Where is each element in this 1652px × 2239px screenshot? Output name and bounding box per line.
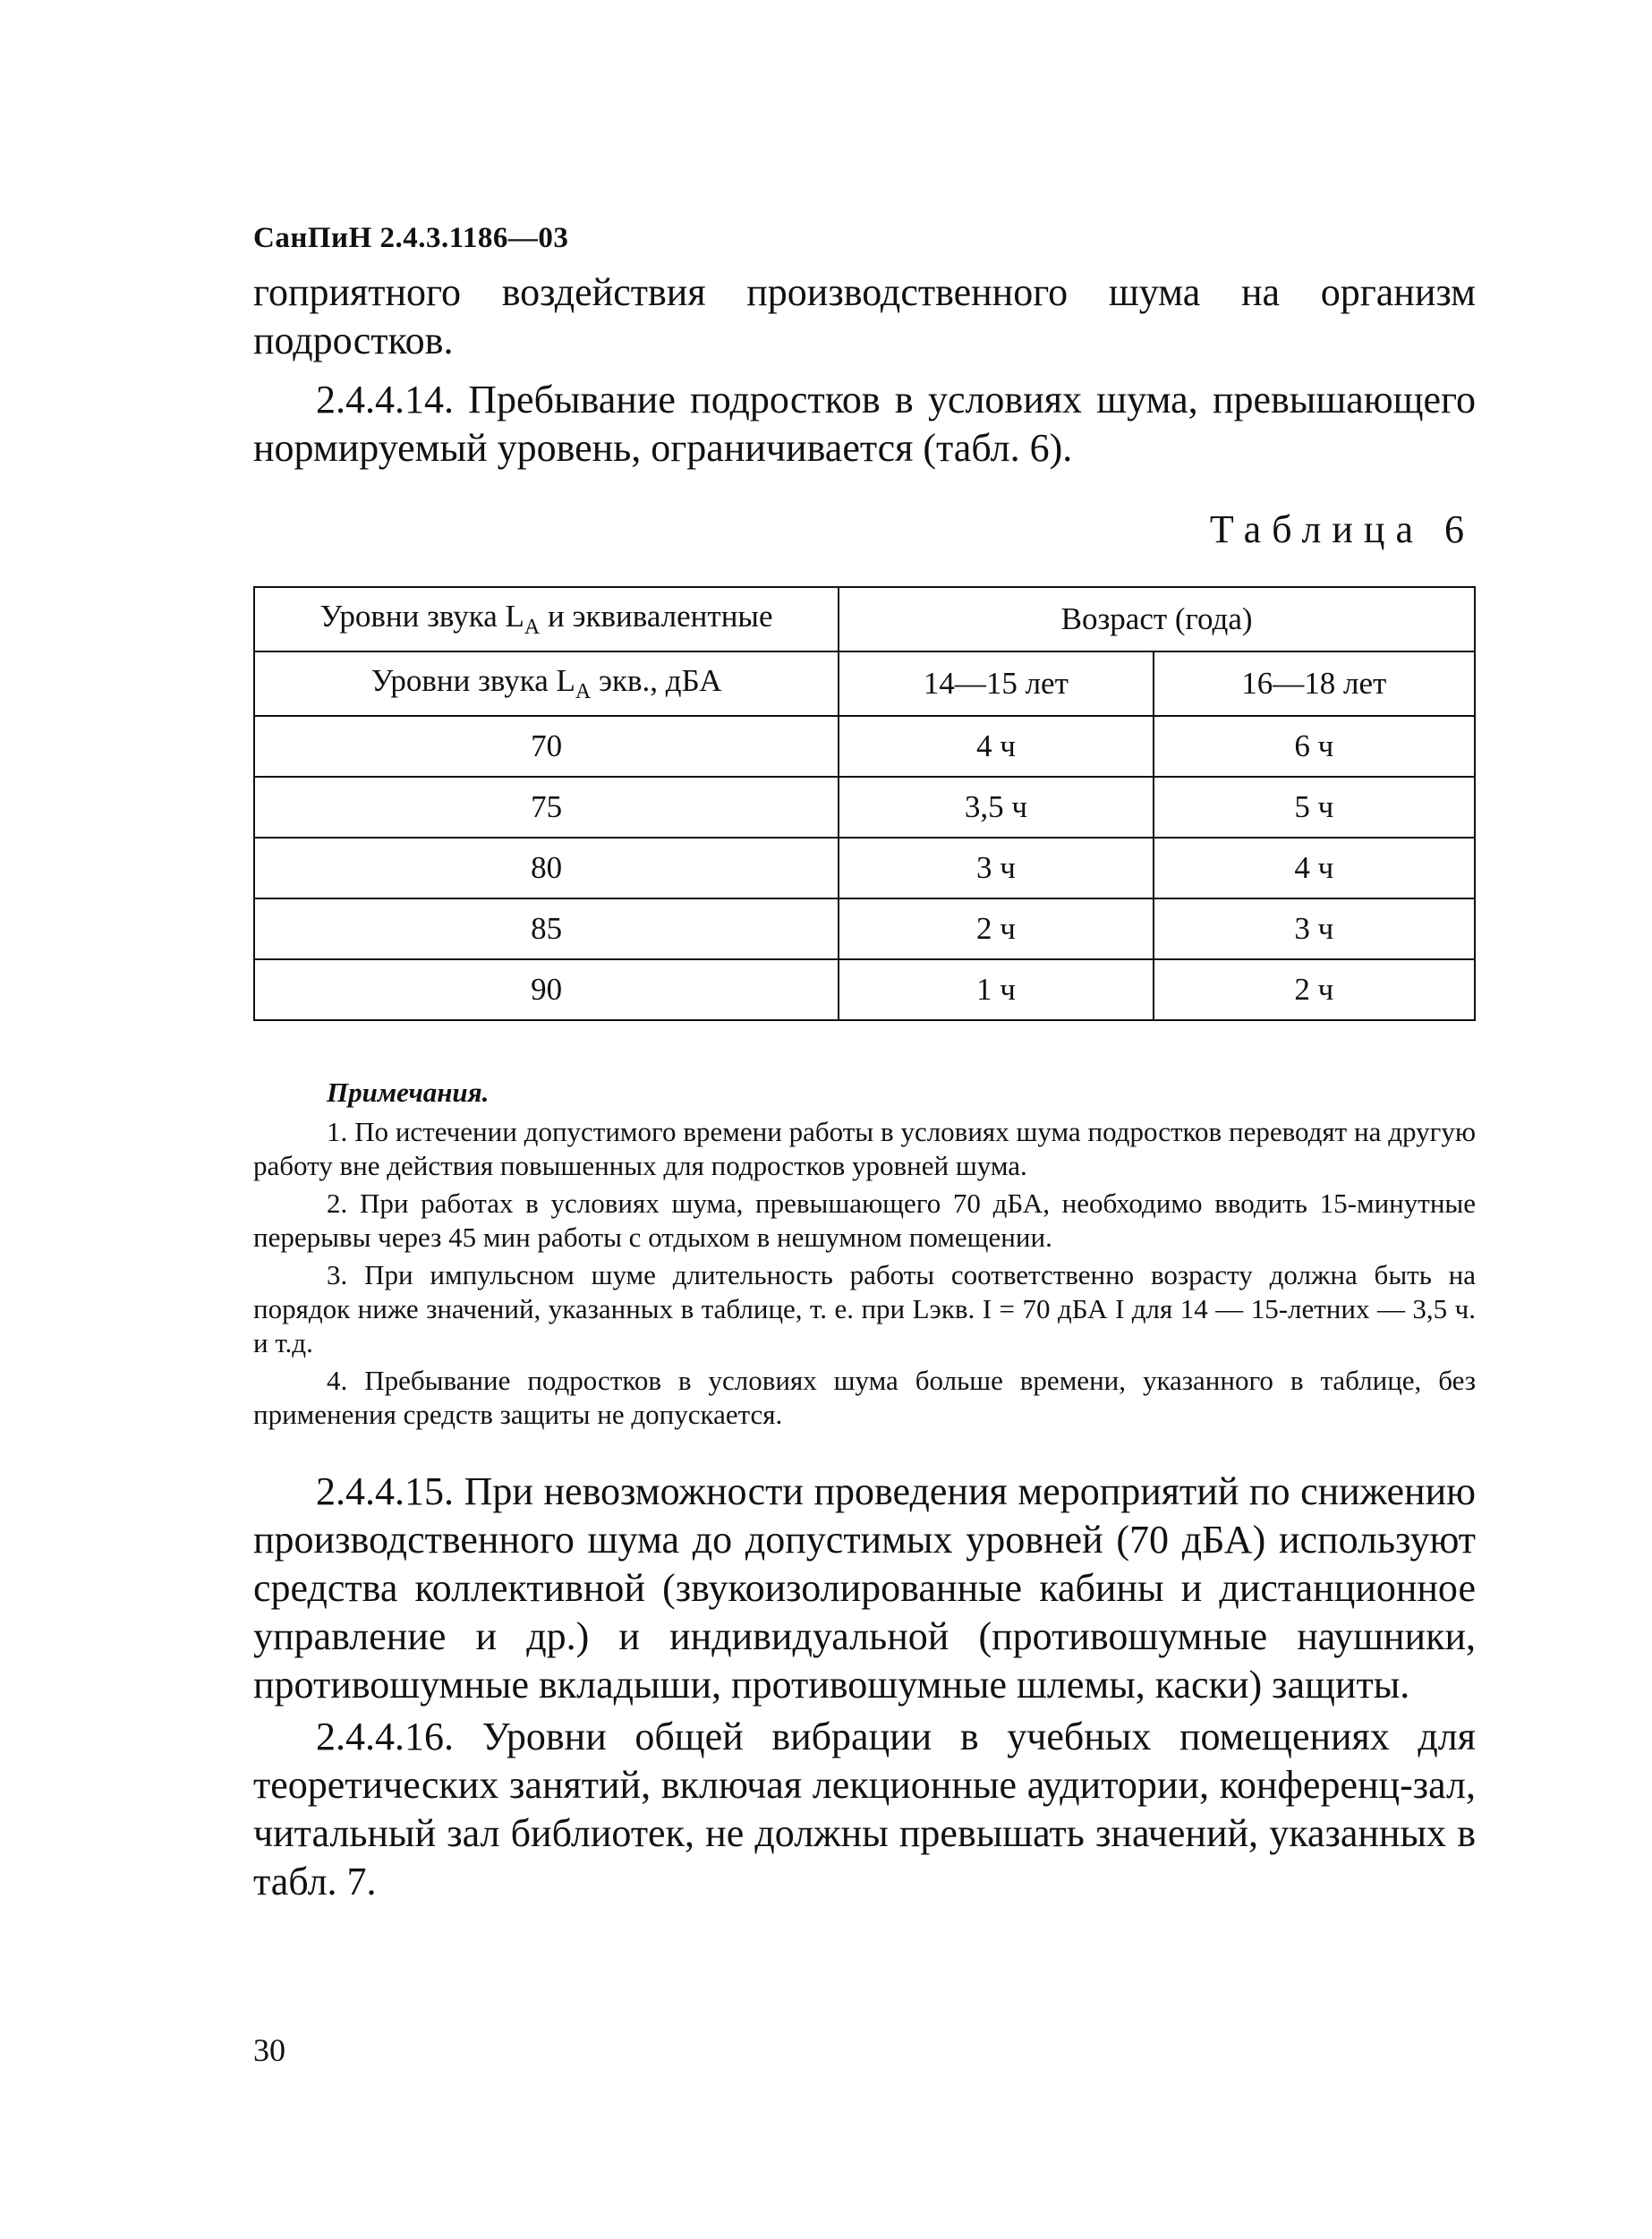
level-cell: 85 [254,898,839,959]
note-item: 1. По истечении допустимого времени работы в условиях шума подростков переводят на другую работу вне действия повышенных для подростков уровней шума. [253,1116,1476,1181]
age-14-15-cell: 3 ч [839,838,1153,898]
level-cell: 75 [254,777,839,838]
paragraph-2-4-4-15: 2.4.4.15. При невозможности проведения мероприятий по снижению производственного шума до допустимых уровней (70 дБА) используют средства коллективной (звукоизолированные кабины и дистанционное управление и др.) и индивидуальной (противошумные наушники, противошумные вкладыши, противошумные шлемы, каски) защиты. [253,1469,1476,1707]
header-levels-unit-cell: Уровни звука $L_A$ экв., дБА [254,651,839,716]
level-cell: 90 [254,959,839,1020]
paragraph-2-4-4-16: 2.4.4.16. Уровни общей вибрации в учебных помещениях для теоретических занятий, включая лекционные аудитории, конференц-зал, читальный зал библиотек, не должны превышать значений, указанных в табл. 7. [253,1715,1476,1903]
age-16-18-cell: 4 ч [1154,838,1475,898]
page-number: 30 [253,2032,285,2068]
level-cell: 80 [254,838,839,898]
age-16-18-cell: 2 ч [1154,959,1475,1020]
table-header-row-1 [254,587,1475,651]
notes-title: Примечания. [327,1077,490,1108]
age-16-18-cell: 6 ч [1154,716,1475,777]
continuation-paragraph: гоприятного воздействия производственного шума на организм подростков. [253,270,1476,362]
table-row [254,898,1475,959]
table-row [254,777,1475,838]
header-age-14-15-cell: 14—15 лет [839,651,1153,716]
header-age-cell: Возраст (года) [839,587,1475,651]
age-14-15-cell: 1 ч [839,959,1153,1020]
table-row [254,716,1475,777]
header-levels-cell: Уровни звука $L_A$ и эквивалентные [254,587,839,651]
age-16-18-cell: 3 ч [1154,898,1475,959]
table-row [254,838,1475,898]
table-header-row-2 [254,651,1475,716]
age-14-15-cell: 2 ч [839,898,1153,959]
intro-text [253,268,1476,472]
document-header: СанПиН 2.4.3.1186—03 [253,222,569,254]
paragraph-2-4-4-14: 2.4.4.14. Пребывание подростков в условиях шума, превышающего нормируемый уровень, ограничивается (табл. 6). [253,378,1476,470]
table-caption: Таблица 6 [1209,507,1475,551]
note-item: 4. Пребывание подростков в условиях шума больше времени, указанного в таблице, без применения средств защиты не допускается. [253,1365,1476,1430]
noise-table [253,586,1476,1021]
level-cell: 70 [254,716,839,777]
header-age-16-18-cell: 16—18 лет [1154,651,1475,716]
note-item: 2. При работах в условиях шума, превышающего 70 дБА, необходимо вводить 15-минутные перерывы через 45 мин работы с отдыхом в нешумном помещении. [253,1188,1476,1253]
age-14-15-cell: 3,5 ч [839,777,1153,838]
note-item: 3. При импульсном шуме длительность работы соответственно возрасту должна быть на порядок ниже значений, указанных в таблице, т. е. при Lэкв. I = 70 дБА I для 14 — 15-летних — 3,5 ч. и т.д. [253,1259,1476,1358]
notes-section [253,1076,1476,1435]
age-14-15-cell: 4 ч [839,716,1153,777]
table-row [254,959,1475,1020]
age-16-18-cell: 5 ч [1154,777,1475,838]
main-paragraphs [253,1468,1476,1906]
